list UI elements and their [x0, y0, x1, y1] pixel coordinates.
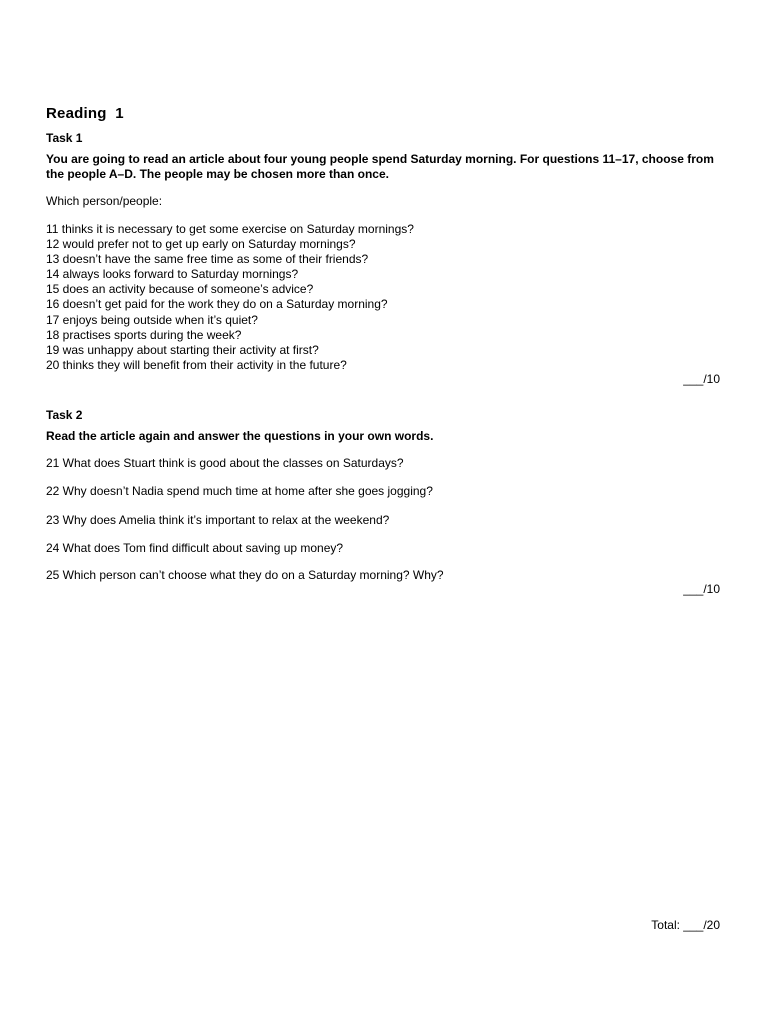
- list-item: 13 doesn’t have the same free time as some of their friends?: [46, 252, 369, 267]
- list-item: 20 thinks they will benefit from their activity in the future?: [46, 357, 347, 372]
- list-item: 12 would prefer not to get up early on Saturday mornings?: [46, 237, 356, 252]
- worksheet-page: [46, 0, 722, 1024]
- list-item: 15 does an activity because of someone’s advice?: [46, 282, 314, 297]
- list-item: 19 was unhappy about starting their activity at first?: [46, 342, 319, 357]
- list-item: 22 Why doesn’t Nadia spend much time at home after she goes jogging?: [46, 484, 433, 498]
- total-score: Total: ___/20: [651, 918, 720, 932]
- list-item: 14 always looks forward to Saturday mornings?: [46, 267, 299, 282]
- list-item: 18 practises sports during the week?: [46, 327, 242, 342]
- task2-instruction: Read the article again and answer the questions in your own words.: [46, 429, 434, 443]
- task1-heading: Task 1: [46, 131, 83, 145]
- list-item: 25 Which person can’t choose what they do on a Saturday morning? Why?: [46, 568, 444, 582]
- task1-prompt: Which person/people:: [46, 194, 163, 208]
- page-title: Reading 1: [46, 105, 124, 122]
- list-item: 16 doesn’t get paid for the work they do on a Saturday morning?: [46, 297, 388, 312]
- task1-score: ___/10: [683, 372, 720, 386]
- task1-instruction: You are going to read an article about four young people spend Saturday morning. For questions 11–17, choose from the people A–D. The people may be chosen more than once.: [46, 152, 714, 181]
- task2-heading: Task 2: [46, 408, 83, 422]
- list-item: 17 enjoys being outside when it’s quiet?: [46, 312, 258, 327]
- list-item: 21 What does Stuart think is good about the classes on Saturdays?: [46, 456, 404, 470]
- list-item: 23 Why does Amelia think it’s important to relax at the weekend?: [46, 513, 390, 527]
- list-item: 11 thinks it is necessary to get some exercise on Saturday mornings?: [46, 222, 414, 236]
- task1-question-list: [46, 222, 414, 373]
- task2-score: ___/10: [683, 582, 720, 596]
- list-item: 24 What does Tom find difficult about saving up money?: [46, 541, 344, 555]
